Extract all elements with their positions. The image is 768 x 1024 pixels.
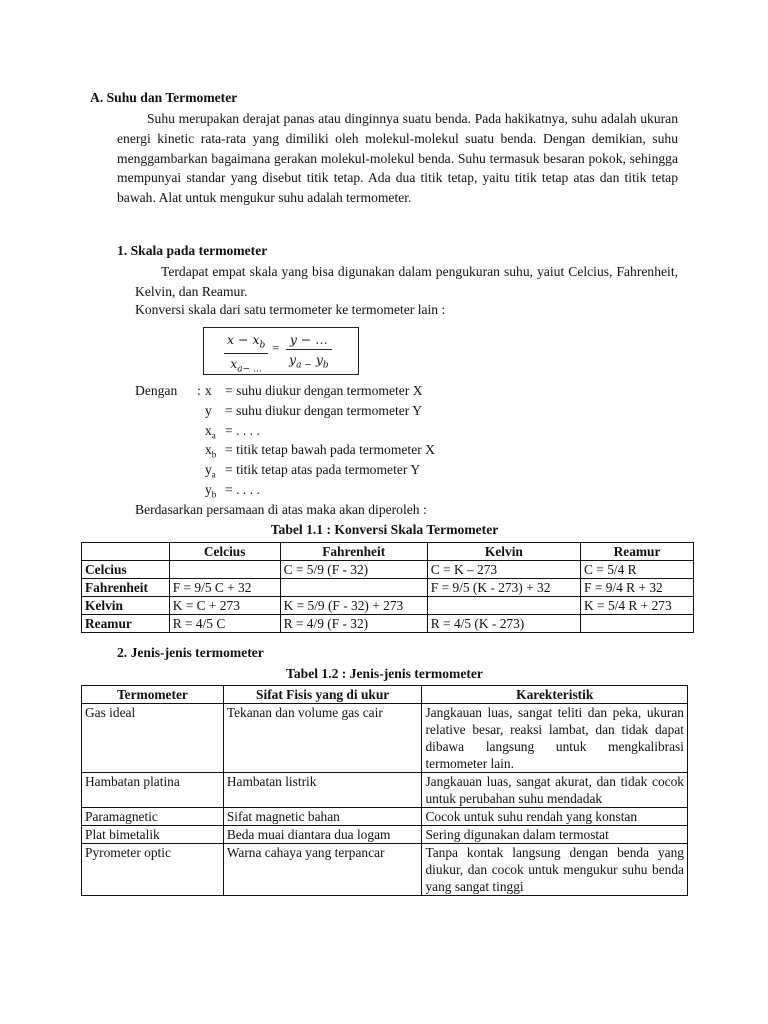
table-1-cell: F = 9/5 (K - 273) + 32 (427, 579, 580, 597)
definition-symbol-sub: a (211, 469, 216, 480)
table-1-row-header: Fahrenheit (82, 579, 170, 597)
table-row (82, 826, 688, 844)
table-row (82, 844, 688, 896)
table-1-cell: C = 5/4 R (581, 561, 694, 579)
table-1-header-cell: Fahrenheit (280, 543, 427, 561)
table-1-cell (581, 615, 694, 633)
definition-symbol (205, 423, 225, 441)
result-intro: Berdasarkan persamaan di atas maka akan diperoleh : (135, 502, 427, 517)
definition-symbol (205, 383, 225, 401)
table-1-cell (427, 597, 580, 615)
table-1-cell: R = 4/5 C (169, 615, 280, 633)
definition-description: = suhu diukur dengan termometer Y (225, 402, 423, 418)
table-1-row-header: Reamur (82, 615, 170, 633)
table-row (82, 561, 694, 579)
table-2-cell: Sering digunakan dalam termostat (422, 826, 688, 844)
table-2-cell: Plat bimetalik (82, 826, 224, 844)
conversion-intro: Konversi skala dari satu termometer ke termometer lain : (135, 302, 446, 317)
definition-description: = titik tetap bawah pada termometer X (225, 442, 435, 458)
table-1-header-cell (82, 543, 170, 561)
table-1-row-header: Kelvin (82, 597, 170, 615)
subsection-1-paragraph (135, 262, 678, 302)
table-2-cell: Tanpa kontak langsung dengan benda yang diukur, dan cocok untuk mengukur suhu benda yang sangat tinggi (422, 844, 688, 896)
definition-symbol (205, 462, 225, 480)
table-2-cell: Pyrometer optic (82, 844, 224, 896)
table-2-cell: Sifat magnetic bahan (223, 808, 422, 826)
subsection-1-paragraph-text: Terdapat empat skala yang bisa digunakan dalam pengukuran suhu, yaiut Celcius, Fahrenheit, Kelvin, dan Reamur. (135, 264, 678, 299)
subsection-2-heading: 2. Jenis-jenis termometer (117, 645, 264, 660)
definition-description: = suhu diukur dengan termometer X (225, 383, 423, 398)
formula-right-numerator: y − … (289, 332, 328, 347)
table-2-cell: Jangkauan luas, sangat akurat, dan tidak cocok untuk perubahan suhu mendadak (422, 773, 688, 808)
table-row (82, 704, 688, 773)
definition-symbol-sub: b (211, 450, 217, 461)
table-1-cell: K = C + 273 (169, 597, 280, 615)
definition-item (205, 442, 435, 460)
definition-symbol-text: y (205, 402, 212, 418)
definition-symbol-sub: b (211, 489, 217, 500)
definition-description: = . . . . (225, 422, 260, 438)
thermometer-types-table (81, 685, 688, 896)
table-1-header-cell: Kelvin (427, 543, 580, 561)
table-2-cell: Paramagnetic (82, 808, 224, 826)
table-1-caption: Tabel 1.1 : Konversi Skala Termometer (270, 522, 499, 537)
formula-left-numerator-sub: b (259, 340, 266, 351)
definition-symbol-text: x (205, 442, 212, 458)
table-2-cell: Tekanan dan volume gas cair (223, 704, 422, 773)
formula-right-denominator-tail-sub: b (322, 360, 329, 371)
definition-description: = titik tetap atas pada termometer Y (225, 462, 421, 478)
definition-item (205, 482, 260, 500)
table-2-header-cell: Termometer (82, 686, 224, 704)
table-2-cell: Warna cahaya yang terpancar (223, 844, 422, 896)
definition-description: = . . . . (225, 482, 260, 497)
conversion-table (81, 542, 694, 633)
table-2-header-cell: Sifat Fisis yang di ukur (223, 686, 422, 704)
table-2-cell: Hambatan listrik (223, 773, 422, 808)
formula-right-fraction (286, 332, 332, 371)
definition-symbol (205, 482, 225, 500)
table-row (82, 773, 688, 808)
formula-right-denominator-sub: a − (296, 360, 312, 371)
table-1-header-cell: Reamur (581, 543, 694, 561)
formula-box (203, 327, 359, 375)
formula-right-denominator-tail: y (311, 352, 323, 367)
subsection-1-heading: 1. Skala pada termometer (117, 243, 268, 258)
section-paragraph-text: Suhu merupakan derajat panas atau dinginnya suatu benda. Pada hakikatnya, suhu adalah ukuran energi kinetic rata-rata yang dimiliki oleh molekul-molekul suatu benda. Dengan demikian, suhu menggambarkan bagaimana gerakan molekul-molekul benda. Suhu termasuk besaran pokok, sehingga mempunyai standar yang disebut titik tetap. Ada dua titik tetap, yaitu titik tetap atas dan titik tetap bawah. Alat untuk mengukur suhu adalah termometer. (117, 111, 678, 206)
table-1-cell (280, 579, 427, 597)
definition-item (205, 462, 420, 480)
definition-symbol-text: y (205, 482, 212, 497)
formula-left-denominator: x (230, 355, 238, 371)
table-2-cell: Gas ideal (82, 704, 224, 773)
table-1-header-cell: Celcius (169, 543, 280, 561)
table-1-cell: K = 5/4 R + 273 (581, 597, 694, 615)
table-2-cell: Beda muai diantara dua logam (223, 826, 422, 844)
table-2-cell: Cocok untuk suhu rendah yang konstan (422, 808, 688, 826)
definition-item (205, 383, 423, 401)
definition-item (205, 403, 422, 421)
formula-left-fraction (224, 332, 268, 374)
table-2-header-cell: Karekteristik (422, 686, 688, 704)
section-heading: A. Suhu dan Termometer (90, 90, 238, 105)
definition-symbol-sub: a (211, 430, 216, 441)
table-2-caption: Tabel 1.2 : Jenis-jenis termometer (286, 666, 483, 681)
table-1-row-header: Celcius (82, 561, 170, 579)
table-1-cell: F = 9/4 R + 32 (581, 579, 694, 597)
table-1-cell (169, 561, 280, 579)
definition-symbol-text: y (205, 462, 212, 478)
table-1-cell: R = 4/5 (K - 273) (427, 615, 580, 633)
table-2-cell: Hambatan platina (82, 773, 224, 808)
definition-symbol-text: x (205, 383, 212, 398)
formula-left-numerator: x − x (227, 332, 260, 347)
table-1-cell: R = 4/9 (F - 32) (280, 615, 427, 633)
definition-item (205, 423, 260, 441)
table-row (82, 615, 694, 633)
table-1-cell: C = K – 273 (427, 561, 580, 579)
formula-left-denominator-sub: a− … (237, 364, 263, 374)
definition-symbol (205, 403, 225, 421)
table-row (82, 808, 688, 826)
table-2-cell: Jangkauan luas, sangat teliti dan peka, ukuran relative besar, reaksi lambat, dan tidak dapat dibawa langsung untuk mengkalibrasi termometer lain. (422, 704, 688, 773)
table-1-cell: C = 5/9 (F - 32) (280, 561, 427, 579)
table-row (82, 597, 694, 615)
formula-equals: = (272, 340, 280, 355)
definition-symbol-text: x (205, 422, 212, 438)
definitions-colon: : (197, 383, 201, 398)
table-row (82, 579, 694, 597)
formula-right-denominator: y (289, 352, 297, 367)
table-1-cell: F = 9/5 C + 32 (169, 579, 280, 597)
definition-symbol (205, 442, 225, 460)
table-1-cell: K = 5/9 (F - 32) + 273 (280, 597, 427, 615)
definitions-label: Dengan (135, 383, 178, 398)
section-paragraph (117, 109, 678, 208)
